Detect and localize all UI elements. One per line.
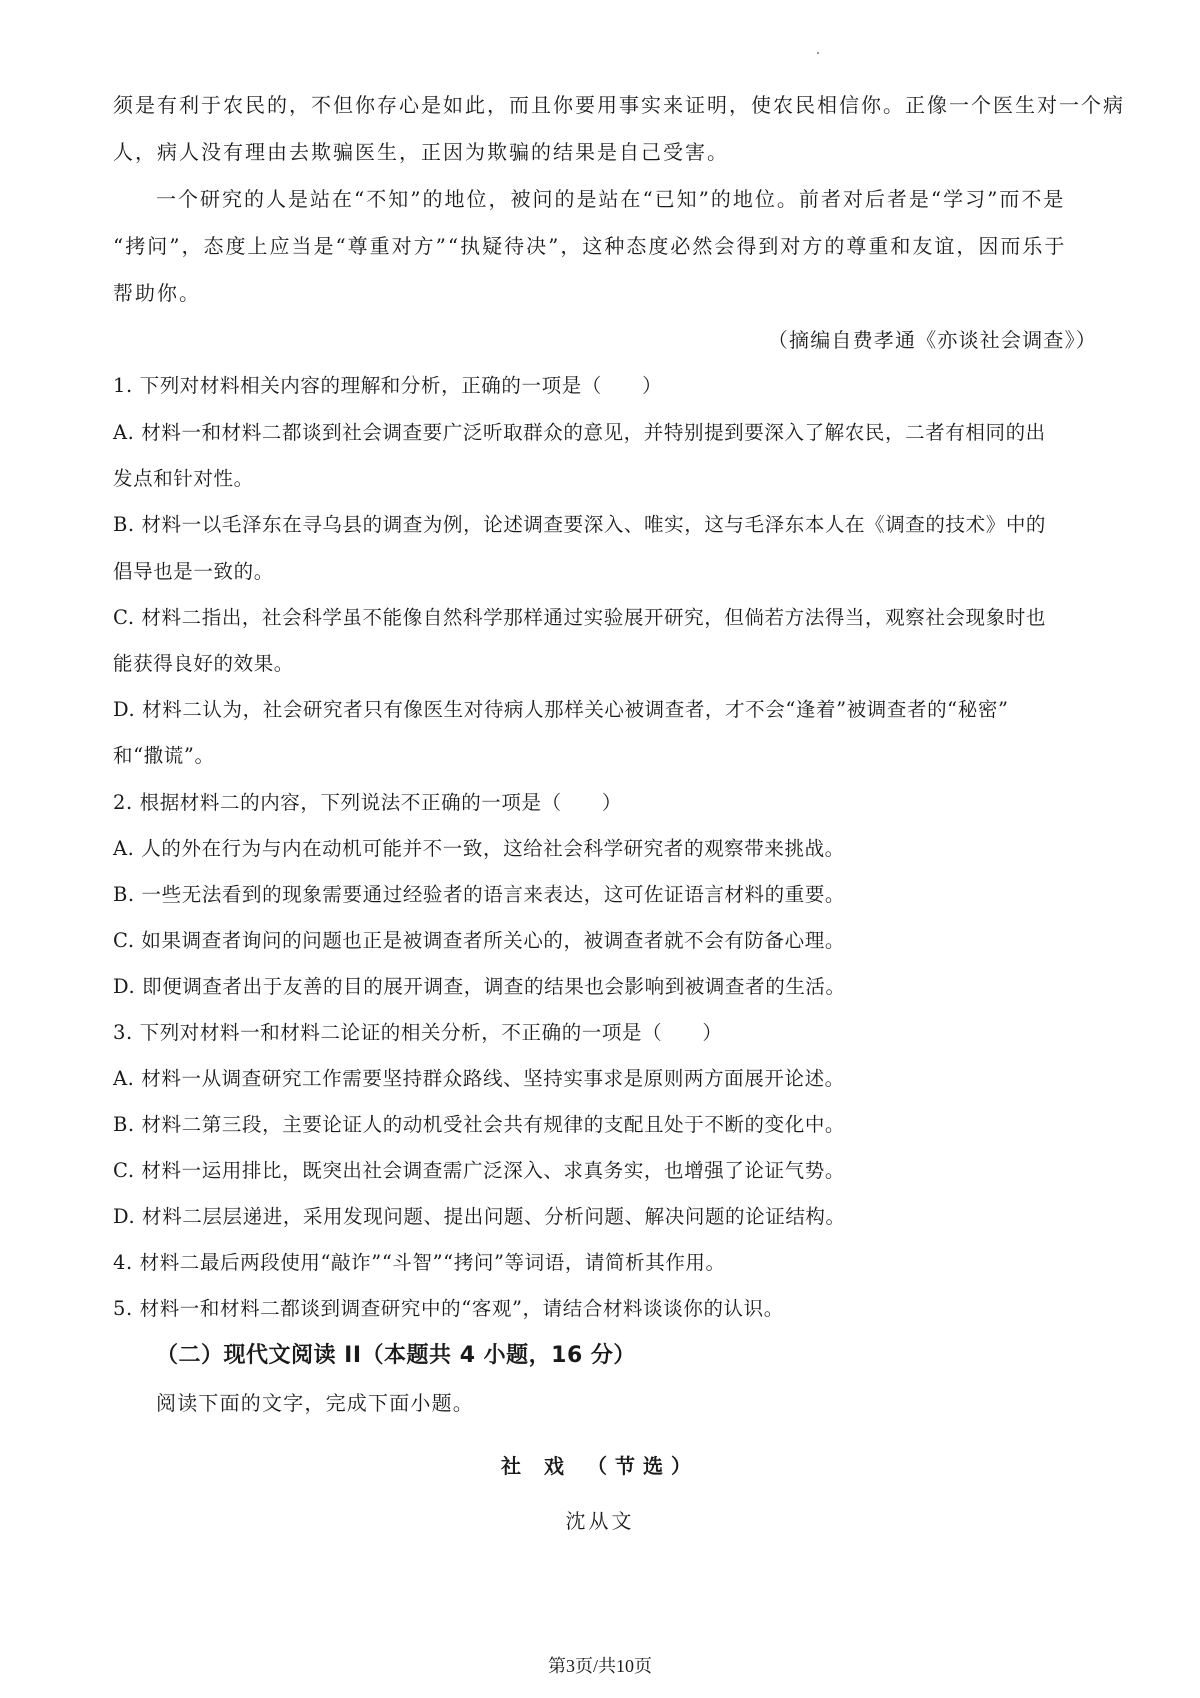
passage-line: 须是有利于农民的，不但你存心是如此，而且你要用事实来证明，使农民相信你。正像一个医生对一个病 [113, 93, 1125, 117]
page-footer: 第3页/共10页 [547, 1656, 652, 1676]
option-line: C. 材料一运用排比，既突出社会调查需广泛深入、求真务实，也增强了论证气势。 [113, 1159, 845, 1182]
passage-line: 帮助你。 [113, 281, 201, 305]
option-line: A. 材料一和材料二都谈到社会调查要广泛听取群众的意见，并特别提到要深入了解农民，二者有相同的出 [113, 421, 1046, 444]
question-stem: 4. 材料二最后两段使用“敲诈”“斗智”“拷问”等词语，请简析其作用。 [113, 1251, 726, 1274]
option-line: C. 材料二指出，社会科学虽不能像自然科学那样通过实验展开研究，但倘若方法得当，观察社会现象时也 [113, 606, 1046, 629]
passage-line: 人，病人没有理由去欺骗医生，正因为欺骗的结果是自己受害。 [113, 140, 729, 164]
option-line: C. 如果调查者询问的问题也正是被调查者所关心的，被调查者就不会有防备心理。 [113, 929, 845, 952]
story-title: 社 戏 （节选） [501, 1454, 699, 1478]
passage-line: “拷问”，态度上应当是“尊重对方”“执疑待决”，这种态度必然会得到对方的尊重和友谊，因而乐于 [113, 234, 1067, 258]
option-line: D. 材料二层层递进，采用发现问题、提出问题、分析问题、解决问题的论证结构。 [113, 1205, 846, 1228]
instruction: 阅读下面的文字，完成下面小题。 [156, 1391, 474, 1415]
option-line: 倡导也是一致的。 [113, 560, 274, 583]
option-line: B. 一些无法看到的现象需要通过经验者的语言来表达，这可佐证语言材料的重要。 [113, 883, 846, 906]
option-line: A. 材料一从调查研究工作需要坚持群众路线、坚持实事求是原则两方面展开论述。 [113, 1067, 845, 1090]
scan-speck [817, 52, 819, 54]
question-stem: 5. 材料一和材料二都谈到调查研究中的“客观”，请结合材料谈谈你的认识。 [113, 1297, 784, 1320]
option-line: A. 人的外在行为与内在动机可能并不一致，这给社会科学研究者的观察带来挑战。 [113, 837, 845, 860]
option-line: 能获得良好的效果。 [113, 652, 294, 675]
question-stem: 1. 下列对材料相关内容的理解和分析，正确的一项是（ ） [113, 374, 663, 397]
option-line: 发点和针对性。 [113, 467, 254, 490]
option-line: D. 即便调查者出于友善的目的展开调查，调查的结果也会影响到被调查者的生活。 [113, 975, 846, 998]
passage-line: 一个研究的人是站在“不知”的地位，被问的是站在“已知”的地位。前者对后者是“学习”而不是 [156, 187, 1066, 211]
option-line: B. 材料二第三段，主要论证人的动机受社会共有规律的支配且处于不断的变化中。 [113, 1113, 846, 1136]
section-title: （二）现代文阅读 II（本题共 4 小题，16 分） [156, 1343, 636, 1368]
question-stem: 3. 下列对材料一和材料二论证的相关分析，不正确的一项是（ ） [113, 1021, 723, 1044]
source-attribution: （摘编自费孝通《亦谈社会调查》） [767, 328, 1097, 352]
question-stem: 2. 根据材料二的内容，下列说法不正确的一项是（ ） [113, 791, 623, 814]
option-line: B. 材料一以毛泽东在寻乌县的调查为例，论述调查要深入、唯实，这与毛泽东本人在《调查的技术》中的 [113, 513, 1047, 536]
option-line: 和“撒谎”。 [113, 744, 215, 767]
author-name: 沈从文 [565, 1509, 635, 1533]
option-line: D. 材料二认为，社会研究者只有像医生对待病人那样关心被调查者，才不会“逢着”被调查者的“秘密” [113, 698, 1009, 721]
